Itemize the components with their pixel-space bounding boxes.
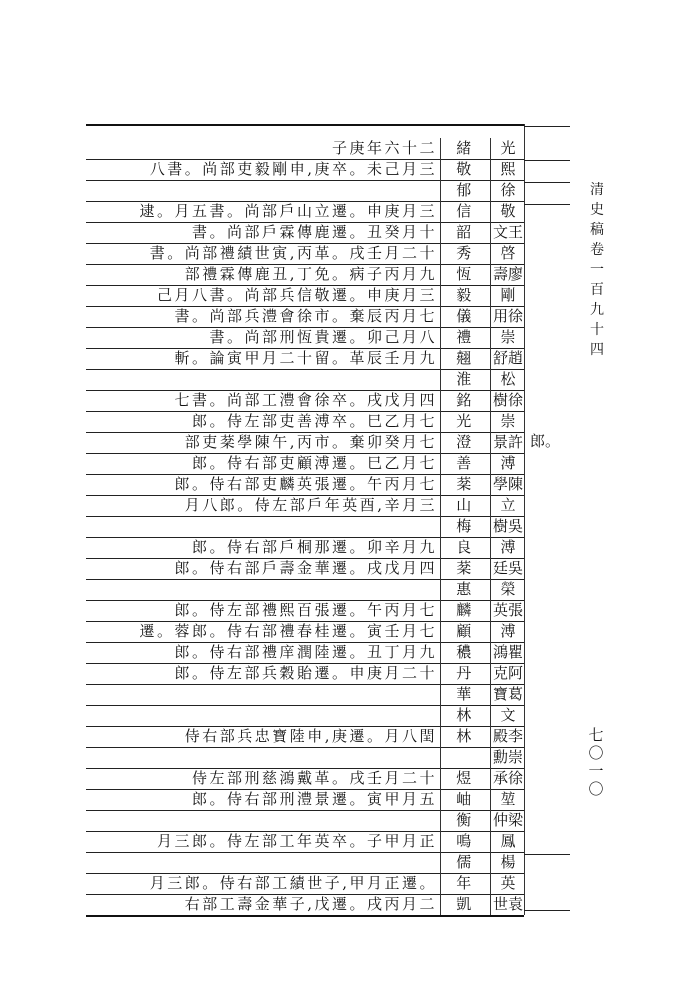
row-main-text xyxy=(86,747,437,768)
row-name-part-a: 山 xyxy=(456,496,474,514)
table-row xyxy=(86,474,524,495)
table-row xyxy=(86,852,524,873)
side-title: 清史稿卷一百九十四 xyxy=(590,182,604,358)
table-row xyxy=(86,264,524,285)
row-name-part-a: 麟 xyxy=(456,601,474,619)
table-row xyxy=(86,285,524,306)
row-main-text: 郎。侍右部禮庠潤陸遷。丑丁月九 xyxy=(174,643,437,661)
row-name-part-a: 敬 xyxy=(456,160,474,178)
row-name-part-b: 敬 xyxy=(500,202,516,220)
row-name-part-b: 鳳 xyxy=(500,832,516,850)
table-row xyxy=(86,747,524,768)
table-row xyxy=(86,432,524,453)
row-main-text: 八書。尚部吏毅剛申,庚卒。未己月三 xyxy=(149,160,437,178)
row-name-part-a: 惠 xyxy=(456,580,474,598)
row-main-text: 斬。論寅甲月二十留。革辰壬月九 xyxy=(174,349,437,367)
row-name-part-a: 銘 xyxy=(456,391,474,409)
row-name-part-b: 克阿 xyxy=(492,664,523,682)
row-main-text: 郎。侍左部吏善溥卒。巳乙月七 xyxy=(191,412,437,430)
table-row xyxy=(86,894,524,915)
extra-column-rule xyxy=(524,204,570,205)
row-name-part-a: 林 xyxy=(456,727,474,745)
table-row xyxy=(86,579,524,600)
row-main-text: 郎。侍右部刑澧景遷。寅甲月五 xyxy=(191,790,437,808)
row-name-part-a: 衡 xyxy=(456,811,474,829)
row-name-part-a: 儒 xyxy=(456,853,474,871)
table-row xyxy=(86,495,524,516)
row-name-part-a: 禮 xyxy=(456,328,474,346)
row-main-text: 侍左部刑慈鴻戴革。戌壬月二十 xyxy=(191,769,437,787)
extra-column-rule xyxy=(524,854,570,855)
column-divider xyxy=(440,138,441,915)
table-row xyxy=(86,327,524,348)
row-name-part-b: 承徐 xyxy=(492,769,523,787)
row-name-part-b: 徐 xyxy=(500,181,516,199)
row-name-part-a xyxy=(442,747,488,768)
row-main-text: 部吏棻學陳午,丙市。棄卯癸月七 xyxy=(184,433,437,451)
table-row xyxy=(86,768,524,789)
row-name-part-b: 舒趙 xyxy=(492,349,523,367)
row-name-part-b: 熙 xyxy=(500,160,516,178)
table-row xyxy=(86,306,524,327)
row-name-part-a: 丹 xyxy=(456,664,474,682)
extra-column-top-rule xyxy=(524,126,570,127)
row-name-part-b: 榮 xyxy=(500,580,516,598)
table-row xyxy=(86,411,524,432)
row-main-text: 部禮霖傳鹿丑,丁免。病子丙月九 xyxy=(184,265,437,283)
extra-column-rule xyxy=(524,160,570,161)
row-name-part-b: 英 xyxy=(500,874,516,892)
row-name-part-b: 溥 xyxy=(500,538,516,556)
table-row xyxy=(86,810,524,831)
row-name-part-b: 樹徐 xyxy=(492,391,523,409)
row-name-part-a: 年 xyxy=(456,874,474,892)
row-main-text: 遷。蓉郎。侍右部禮春桂遷。寅壬月七 xyxy=(139,622,437,640)
row-main-text xyxy=(86,180,437,201)
row-main-text: 書。尚部戶霖傳鹿遷。丑癸月十 xyxy=(191,223,437,241)
row-name-part-b: 廷吳 xyxy=(492,559,523,577)
table-row xyxy=(86,705,524,726)
row-name-part-b: 用徐 xyxy=(492,307,523,325)
table-row xyxy=(86,684,524,705)
row-name-part-b: 英張 xyxy=(492,601,523,619)
row-main-text: 郎。侍右部戶桐那遷。卯辛月九 xyxy=(191,538,437,556)
extra-column xyxy=(524,126,570,910)
column-divider xyxy=(490,138,491,915)
row-name-part-a: 儀 xyxy=(456,307,474,325)
row-name-part-a: 棻 xyxy=(456,559,474,577)
row-main-text: 郎。侍左部兵穀貽遷。申庚月二十 xyxy=(174,664,437,682)
table-row xyxy=(86,138,524,159)
table-row xyxy=(86,180,524,201)
row-name-part-a: 凱 xyxy=(456,895,474,913)
table-row xyxy=(86,537,524,558)
row-main-text: 郎。侍右部吏麟英張遷。午丙月七 xyxy=(174,475,437,493)
table-top-rule xyxy=(86,124,524,126)
row-name-part-a: 林 xyxy=(456,706,474,724)
table-row xyxy=(86,642,524,663)
table-row xyxy=(86,243,524,264)
row-name-part-b: 崇 xyxy=(500,412,516,430)
table-row xyxy=(86,600,524,621)
row-name-part-a: 煜 xyxy=(456,769,474,787)
row-name-part-b: 文王 xyxy=(492,223,523,241)
row-name-part-b: 壽廖 xyxy=(492,265,523,283)
row-name-part-a: 梅 xyxy=(456,517,474,535)
row-main-text: 書。尚部兵澧會徐市。棄辰丙月七 xyxy=(174,307,437,325)
row-main-text: 子庚年六十二 xyxy=(331,139,437,157)
row-main-text xyxy=(86,579,437,600)
row-main-text: 月三郎。侍左部工年英卒。子甲月正 xyxy=(156,832,437,850)
row-name-part-b: 景許 xyxy=(492,433,523,451)
table-row xyxy=(86,789,524,810)
row-main-text: 郎。侍左部禮熙百張遷。午丙月七 xyxy=(174,601,437,619)
row-main-text: 書。尚部刑恆貴遷。卯己月八 xyxy=(209,328,437,346)
row-main-text: 七書。尚部工澧會徐卒。戌戊月四 xyxy=(174,391,437,409)
row-name-part-b: 勳崇 xyxy=(492,748,523,766)
row-name-part-a: 秀 xyxy=(456,244,474,262)
table-row xyxy=(86,831,524,852)
row-name-part-a: 韶 xyxy=(456,223,474,241)
table-bottom-rule xyxy=(86,915,524,917)
row-main-text xyxy=(86,516,437,537)
row-name-part-b: 樹吳 xyxy=(492,517,523,535)
table-row xyxy=(86,369,524,390)
table-row xyxy=(86,663,524,684)
table-row xyxy=(86,453,524,474)
row-main-text: 郎。侍右部吏顧溥遷。巳乙月七 xyxy=(191,454,437,472)
row-name-part-a: 翹 xyxy=(456,349,474,367)
table-row xyxy=(86,621,524,642)
row-main-text xyxy=(86,852,437,873)
row-name-part-a: 毅 xyxy=(456,286,474,304)
row-name-part-a: 良 xyxy=(456,538,474,556)
table-row xyxy=(86,348,524,369)
row-name-part-b: 松 xyxy=(500,370,516,388)
row-name-part-a: 華 xyxy=(456,685,474,703)
row-main-text: 逮。月五書。尚部戶山立遷。申庚月三 xyxy=(139,202,437,220)
row-name-part-b: 鴻瞿 xyxy=(492,643,523,661)
row-main-text xyxy=(86,705,437,726)
row-name-part-a: 淮 xyxy=(456,370,474,388)
table-row xyxy=(86,222,524,243)
row-name-part-b: 啓 xyxy=(500,244,516,262)
row-name-part-a: 善 xyxy=(456,454,474,472)
row-main-text: 己月八書。尚部兵信敬遷。申庚月三 xyxy=(156,286,437,304)
row-name-part-b: 殿李 xyxy=(492,727,523,745)
row-name-part-a: 緒 xyxy=(456,139,474,157)
table-row xyxy=(86,516,524,537)
row-main-text xyxy=(86,810,437,831)
row-name-part-b: 楊 xyxy=(500,853,516,871)
row-name-part-b: 崇 xyxy=(500,328,516,346)
row-main-text xyxy=(86,684,437,705)
row-name-part-a: 岫 xyxy=(456,790,474,808)
row-name-part-b: 寶葛 xyxy=(492,685,523,703)
extra-column-text: 郎。 xyxy=(530,432,561,450)
row-main-text: 月三郎。侍右部工績世子,甲月正遷。 xyxy=(149,874,437,892)
row-name-part-b: 世袁 xyxy=(492,895,523,913)
row-name-part-a: 穠 xyxy=(456,643,474,661)
row-name-part-a: 澄 xyxy=(456,433,474,451)
row-name-part-b: 剛 xyxy=(500,286,516,304)
row-main-text: 侍右部兵忠寶陸申,庚遷。月八閏 xyxy=(184,727,437,745)
table-row xyxy=(86,558,524,579)
table-row xyxy=(86,201,524,222)
table-row xyxy=(86,873,524,894)
row-name-part-a: 郁 xyxy=(456,181,474,199)
table-row xyxy=(86,390,524,411)
row-name-part-b: 溥 xyxy=(500,622,516,640)
row-name-part-b: 文 xyxy=(500,706,516,724)
table-row xyxy=(86,726,524,747)
row-main-text xyxy=(86,369,437,390)
row-name-part-a: 顧 xyxy=(456,622,474,640)
page-number: 七〇一〇 xyxy=(588,726,604,798)
row-main-text: 右部工壽金華子,戊遷。戌丙月二 xyxy=(184,895,437,913)
row-name-part-b: 學陳 xyxy=(492,475,523,493)
row-name-part-b: 堃 xyxy=(500,790,516,808)
row-name-part-a: 鳴 xyxy=(456,832,474,850)
row-name-part-a: 光 xyxy=(456,412,474,430)
row-name-part-a: 信 xyxy=(456,202,474,220)
row-name-part-b: 溥 xyxy=(500,454,516,472)
row-main-text: 書。尚部禮績世寅,丙革。戌壬月二十 xyxy=(149,244,437,262)
row-main-text: 郎。侍右部戶壽金華遷。戌戊月四 xyxy=(174,559,437,577)
row-name-part-b: 光 xyxy=(500,139,516,157)
table-row xyxy=(86,159,524,180)
extra-column-bottom-rule xyxy=(524,910,570,911)
row-name-part-a: 棻 xyxy=(456,475,474,493)
row-name-part-b: 立 xyxy=(500,496,516,514)
row-main-text: 月八郎。侍左部戶年英酉,辛月三 xyxy=(184,496,437,514)
row-name-part-b: 仲梁 xyxy=(492,811,523,829)
row-name-part-a: 恆 xyxy=(456,265,474,283)
extra-column-rule xyxy=(524,182,570,183)
